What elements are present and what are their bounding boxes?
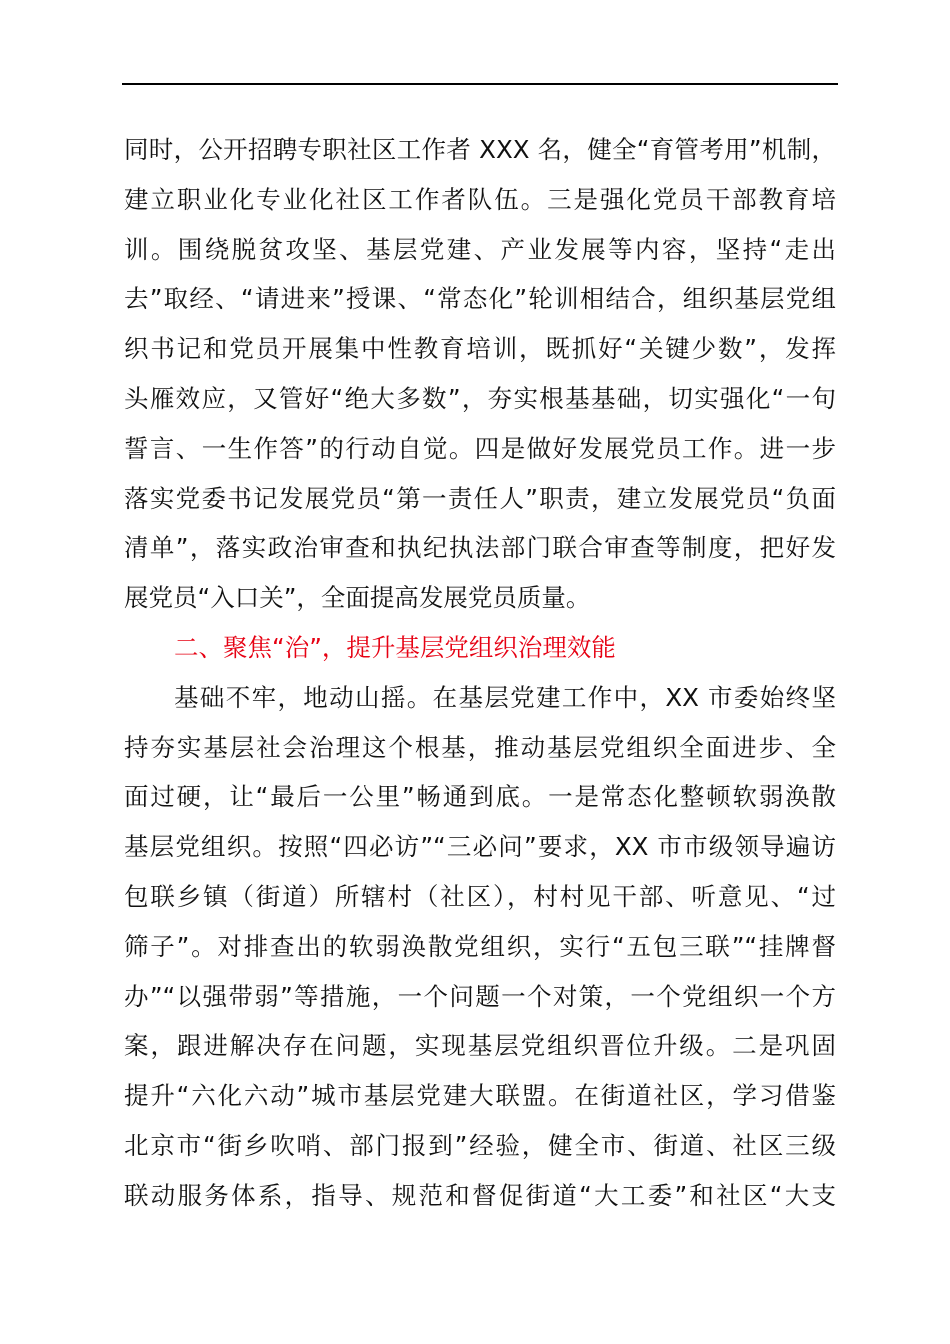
text-line: 案，跟进解决存在问题，实现基层党组织晋位升级。二是巩固 [124, 1031, 836, 1061]
text-line: 同时，公开招聘专职社区工作者 XXX 名，健全“育管考用”机制， [124, 135, 836, 164]
text-line: 提升“六化六动”城市基层党建大联盟。在街道社区，学习借鉴 [124, 1081, 836, 1111]
text-line: 誓言、一生作答”的行动自觉。四是做好发展党员工作。进一步 [124, 433, 836, 463]
text-line: 织书记和党员开展集中性教育培训，既抓好“关键少数”，发挥 [124, 334, 836, 364]
document-body [124, 125, 836, 1221]
text-line: 持夯实基层社会治理这个根基，推动基层党组织全面进步、全 [124, 732, 836, 762]
text-line: 筛子”。对排查出的软弱涣散党组织，实行“五包三联”“挂牌督 [124, 931, 836, 961]
text-line: 基础不牢，地动山摇。在基层党建工作中，XX 市委始终坚 [174, 682, 836, 712]
text-line: 建立职业化专业化社区工作者队伍。三是强化党员干部教育培 [124, 184, 836, 214]
header-rule [122, 83, 838, 85]
section-heading-text: 二、聚焦“治”，提升基层党组织治理效能 [174, 632, 616, 662]
text-line: 训。围绕脱贫攻坚、基层党建、产业发展等内容，坚持“走出 [124, 234, 836, 264]
section-heading [124, 623, 836, 673]
text-line: 面过硬，让“最后一公里”畅通到底。一是常态化整顿软弱涣散 [124, 782, 836, 812]
text-line: 联动服务体系，指导、规范和督促街道“大工委”和社区“大支 [124, 1180, 836, 1210]
text-line: 落实党委书记发展党员“第一责任人”职责，建立发展党员“负面 [124, 483, 836, 513]
text-line: 包联乡镇（街道）所辖村（社区），村村见干部、听意见、“过 [124, 881, 836, 911]
text-line: 清单”，落实政治审查和执纪执法部门联合审查等制度，把好发 [124, 533, 836, 563]
text-line: 去”取经、“请进来”授课、“常态化”轮训相结合，组织基层党组 [124, 284, 836, 314]
text-line: 展党员“入口关”，全面提高发展党员质量。 [124, 583, 591, 613]
text-line: 基层党组织。按照“四必访”“三必问”要求，XX 市市级领导遍访 [124, 832, 836, 862]
text-line: 北京市“街乡吹哨、部门报到”经验，健全市、街道、社区三级 [124, 1130, 836, 1160]
text-line: 办”“以强带弱”等措施，一个问题一个对策，一个党组织一个方 [124, 981, 836, 1011]
text-line: 头雁效应，又管好“绝大多数”，夯实根基基础，切实强化“一句 [124, 383, 836, 413]
